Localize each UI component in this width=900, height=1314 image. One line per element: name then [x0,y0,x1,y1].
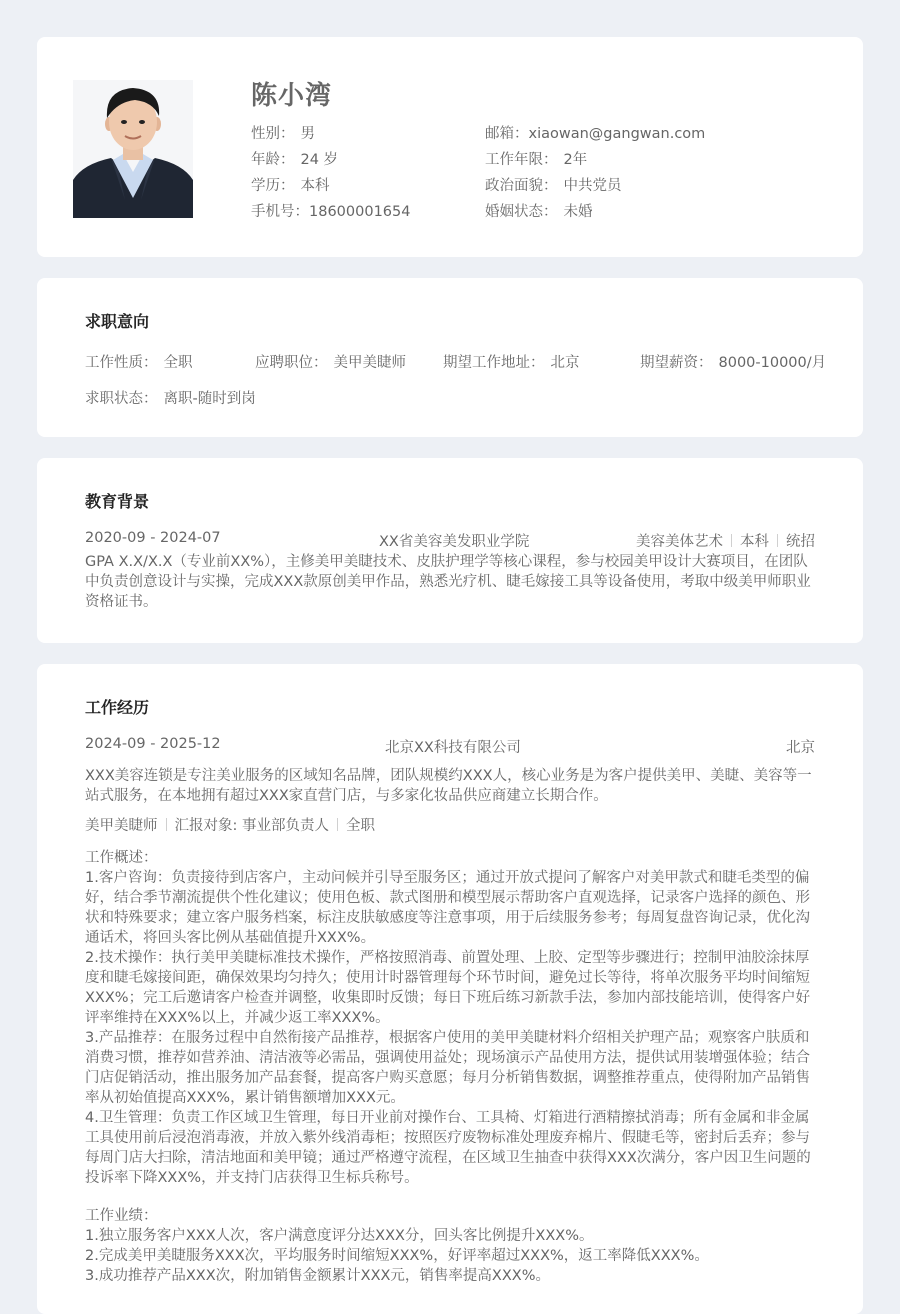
avatar [73,80,193,218]
work-company-desc: XXX美容连锁是专注美业服务的区域知名品牌，团队规模约XXX人，核心业务是为客户提供美甲、美睫、美容等一站式服务，在本地拥有超过XXX家直营门店，与多家化妆品供应商建立长期合作。 [85,768,812,804]
work-job-type: 全职 [346,818,375,834]
results-title: 工作业绩： [85,1208,158,1224]
overview-item: 3.产品推荐：在服务过程中自然衔接产品推荐，根据客户使用的美甲美睫材料介绍相关护理产品；观察客户肤质和消费习惯，推荐如营养油、清洁液等必需品，强调使用益处；现场演示产品使用方法，提供试用装增强体验；结合门店促销活动，推出服务加产品套餐，提高客户购买意愿；每月分析销售数据，调整推荐重点，使得附加产品销售率从初始值提高XXX%，累计销售额增加XXX元。 [85,1030,810,1106]
education-card [37,458,863,643]
work-results [85,1206,817,1286]
intent-location: 期望工作地址： 北京 [443,355,580,371]
info-political: 政治面貌： 中共党员 [485,178,622,194]
info-years: 工作年限： 2年 [485,152,588,168]
info-education: 学历： 本科 [251,178,330,194]
work-card [37,664,863,1314]
info-phone: 手机号：18600001654 [251,204,411,220]
result-item: 3.成功推荐产品XXX次，附加销售金额累计XXX元，销售率提高XXX%。 [85,1268,551,1284]
intent-status: 求职状态： 离职-随时到岗 [85,391,256,407]
work-report: 汇报对象: 事业部负责人 [174,818,329,834]
info-email: 邮箱：xiaowan@gangwan.com [485,126,706,142]
section-title-intent: 求职意向 [85,312,150,331]
candidate-name: 陈小湾 [251,81,333,111]
work-company: 北京XX科技有限公司 [385,740,521,756]
overview-item: 2.技术操作：执行美甲美睫标准技术操作，严格按照消毒、前置处理、上胶、定型等步骤进行；控制甲油胶涂抹厚度和睫毛嫁接间距，确保效果均匀持久；使用计时器管理每个环节时间，避免过长等待，将单次服务平均时间缩短XXX%；完工后邀请客户检查并调整，收集即时反馈；每日下班后练习新款手法，参加内部技能培训，使得客户好评率维持在XXX%以上，并减少返工率XXX%。 [85,950,811,1026]
overview-item: 4.卫生管理：负责工作区域卫生管理，每日开业前对操作台、工具椅、灯箱进行酒精擦拭消毒；所有金属和非金属工具使用前后浸泡消毒液，并放入紫外线消毒柜；按照医疗废物标准处理废弃棉片、假睫毛等，密封后丢弃；参与每周门店大扫除，清洁地面和美甲镜；通过严格遵守流程，在区域卫生抽查中获得XXX次满分，客户因卫生问题的投诉率下降XXX%，并支持门店获得卫生标兵称号。 [85,1110,811,1186]
profile-card [37,37,863,257]
edu-school: XX省美容美发职业学院 [379,534,530,550]
overview-item: 1.客户咨询：负责接待到店客户，主动问候并引导至服务区；通过开放式提问了解客户对美甲款式和睫毛类型的偏好，结合季节潮流提供个性化建议；使用色板、款式图册和模型展示帮助客户直观选择，记录客户选择的颜色、形状和特殊要求；建立客户服务档案，标注皮肤敏感度等注意事项，用于后续服务参考；每周复盘咨询记录，优化沟通话术，将回头客比例从基础值提升XXX%。 [85,870,810,946]
edu-description: GPA X.X/X.X（专业前XX%），主修美甲美睫技术、皮肤护理学等核心课程，参与校园美甲设计大赛项目，在团队中负责创意设计与实操，完成XXX款原创美甲作品，熟悉光疗机、睫毛嫁接工具等设备使用，考取中级美甲师职业资格证书。 [85,554,811,610]
work-period: 2024-09 - 2025-12 [85,736,221,752]
work-role: 美甲美睫师 [85,818,158,834]
intent-job-type: 工作性质： 全职 [85,355,193,371]
edu-degree: 本科 [740,534,769,550]
info-gender: 性别： 男 [251,126,315,142]
work-city: 北京 [786,740,815,756]
job-intent-card [37,278,863,437]
section-title-education: 教育背景 [85,492,150,511]
info-marital: 婚姻状态： 未婚 [485,204,593,220]
result-item: 2.完成美甲美睫服务XXX次，平均服务时间缩短XXX%，好评率超过XXX%，返工率降低XXX%。 [85,1248,709,1264]
work-overview [85,848,817,1188]
work-meta [85,814,375,835]
edu-type: 统招 [786,534,815,550]
edu-major: 美容美体艺术 [636,534,723,550]
section-title-work: 工作经历 [85,698,150,717]
intent-position: 应聘职位： 美甲美睫师 [255,355,406,371]
intent-salary: 期望薪资： 8000-10000/月 [640,355,827,371]
overview-title: 工作概述： [85,850,158,866]
result-item: 1.独立服务客户XXX人次，客户满意度评分达XXX分，回头客比例提升XXX%。 [85,1228,594,1244]
info-age: 年龄： 24 岁 [251,152,339,168]
edu-meta [636,530,815,551]
avatar-photo [73,80,193,218]
edu-period: 2020-09 - 2024-07 [85,530,221,546]
